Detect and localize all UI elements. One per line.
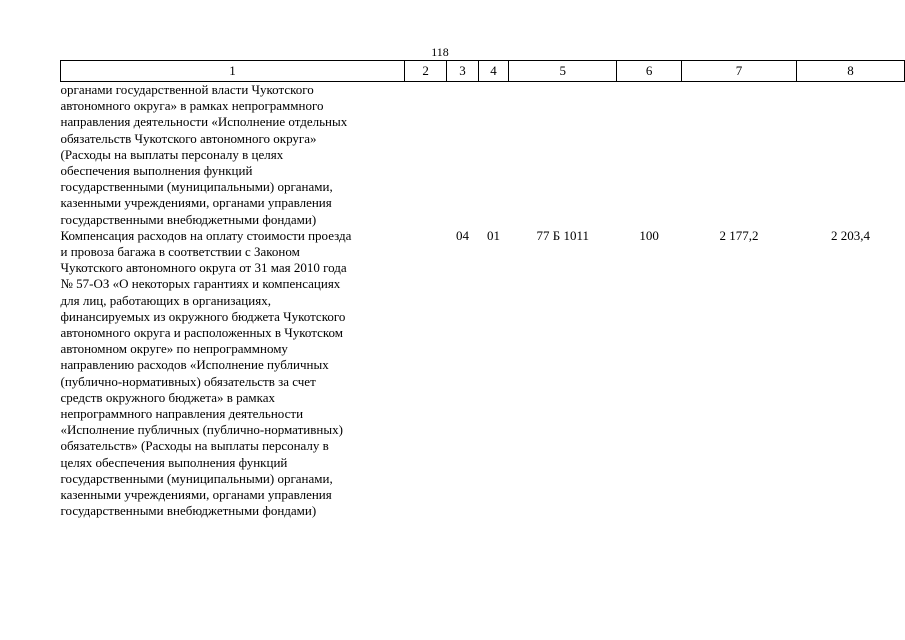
cell-amount-year-2 [796, 82, 904, 228]
header-col-2: 2 [405, 61, 447, 82]
cell-expense-type [617, 82, 682, 228]
cell-subsection [478, 82, 509, 228]
row-description [61, 228, 405, 520]
page-number: 118 [431, 45, 449, 59]
cell-section [447, 82, 479, 228]
row-description-text: органами государственной власти Чукотского автономного округа» в рамках непрограммного направления деятельности «Исполнение отдельных обязательств Чукотского автономного округа» (Расходы на выплаты персоналу в целях обеспечения выполнения функций государственными (муниципальными) органами, казенными учреждениями, органами управления государственными внебюджетными фондами) [60, 82, 348, 227]
header-col-7: 7 [682, 61, 797, 82]
cell-amount-year-1 [682, 82, 797, 228]
cell-target-article: 77 Б 1011 [536, 227, 589, 243]
header-col-1: 1 [61, 61, 405, 82]
cell-section-code [405, 82, 447, 228]
row-description-text: Компенсация расходов на оплату стоимости проезда и провоза багажа в соответствии с Законом Чукотского автономного округа от 31 мая 2010 года № 57-ОЗ «О некоторых гарантиях и компенсациях для лиц, работающих в организациях, финансируемых из окружного бюджета Чукотского автономного округа и расположенных в Чукотском автономном округе» по непрограммному направлению расходов «Исполнение публичных (публично-нормативных) обязательств за счет средств окружного бюджета» в рамках непрограммного направления деятельности «Исполнение публичных (публично-нормативных) обязательств» (Расходы на выплаты персоналу в целях обеспечения выполнения функций государственными (муниципальными) органами, казенными учреждениями, органами управления государственными внебюджетными фондами) [60, 227, 352, 519]
row-description [61, 82, 405, 228]
cell-amount-year-1: 2 177,2 [719, 227, 759, 243]
cell-section: 04 [455, 227, 469, 243]
cell-target-article [509, 82, 617, 228]
budget-table [60, 60, 905, 519]
header-col-4: 4 [478, 61, 509, 82]
table-row [61, 228, 905, 520]
cell-amount-year-2: 2 203,4 [830, 227, 870, 243]
table-row [61, 82, 905, 228]
cell-subsection: 01 [486, 227, 500, 243]
header-col-5: 5 [509, 61, 617, 82]
header-col-3: 3 [447, 61, 479, 82]
header-col-6: 6 [617, 61, 682, 82]
cell-expense-type: 100 [639, 227, 659, 243]
cell-section-code [405, 228, 447, 520]
header-col-8: 8 [796, 61, 904, 82]
column-number-header-row [61, 61, 905, 82]
